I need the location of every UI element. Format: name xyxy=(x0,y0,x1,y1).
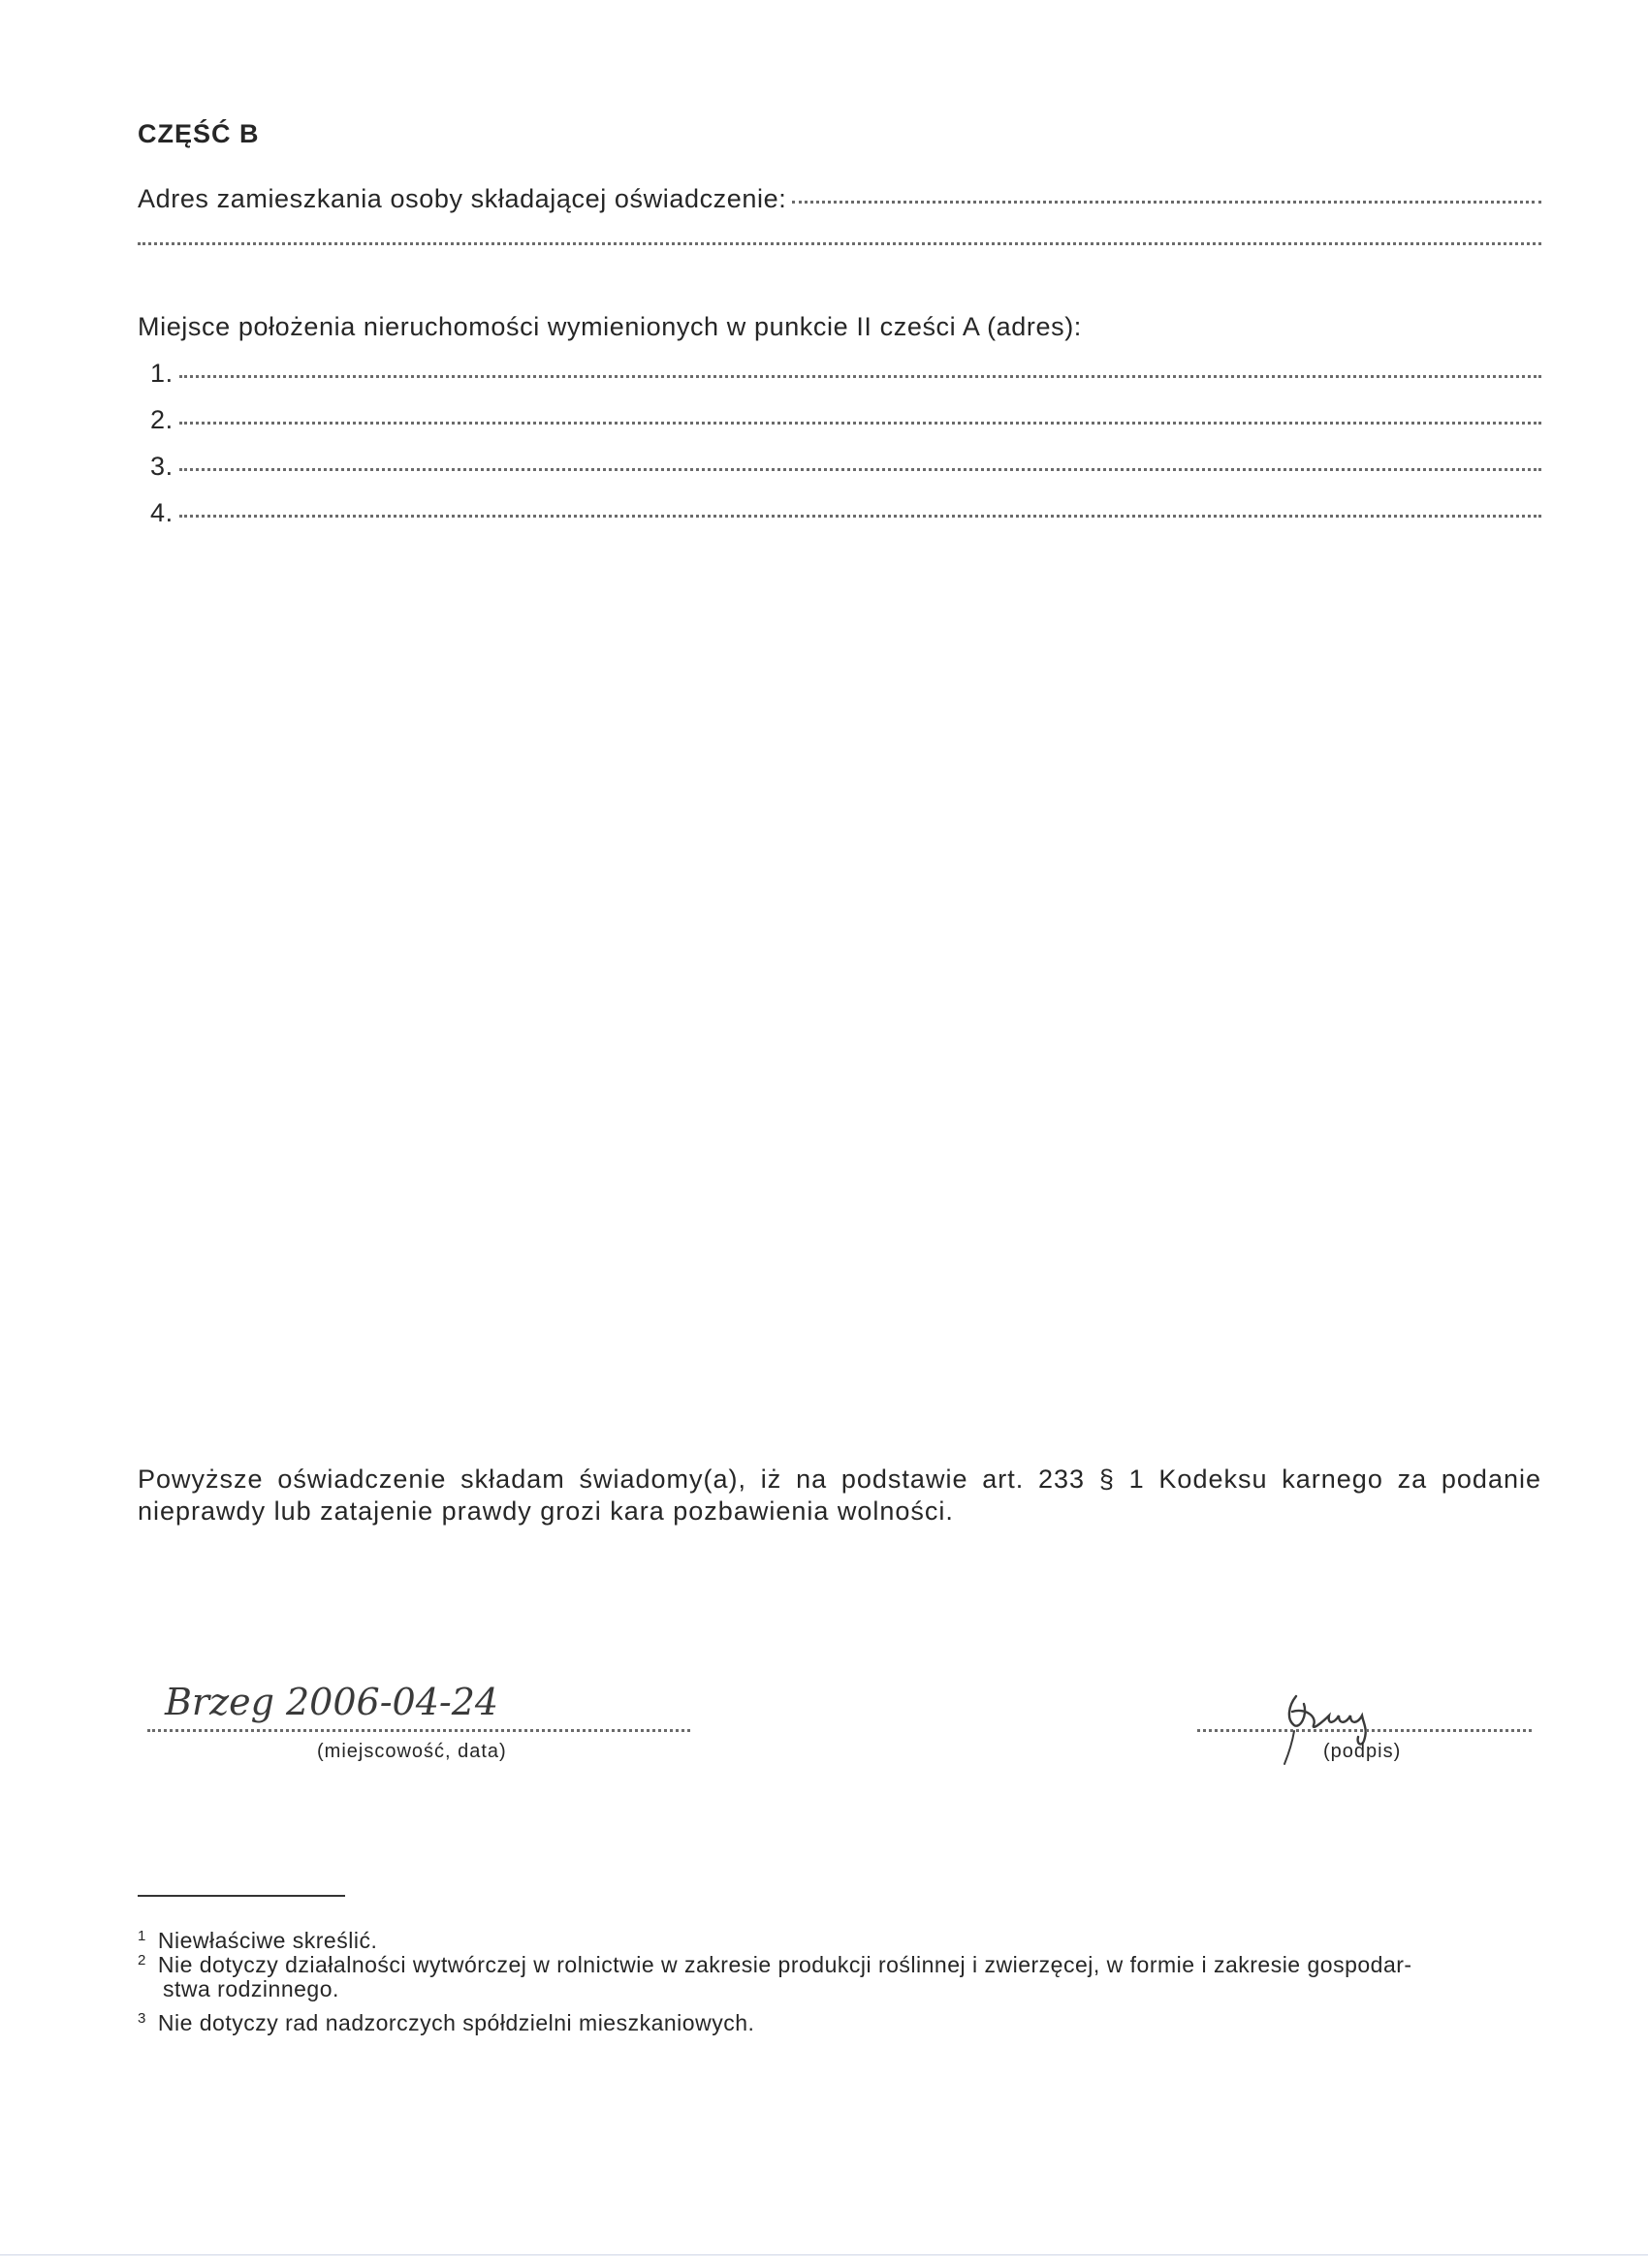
place-date-dotted-line xyxy=(147,1729,690,1732)
footnote-text: Niewłaściwe skreślić. xyxy=(157,1928,378,1953)
property-address-row-2 xyxy=(150,405,1541,435)
residence-address-continuation xyxy=(138,242,1541,262)
footnote-text: Nie dotyczy rad nadzorczych spółdzielni mieszkaniowych. xyxy=(157,2010,755,2035)
part-b-heading: CZĘŚĆ B xyxy=(138,119,260,148)
property-location-label: Miejsce położenia nieruchomości wymienionych w punkcie II cześci A (adres): xyxy=(138,312,1082,341)
residence-address-dotted-line-2 xyxy=(138,242,1541,245)
legal-statement: Powyższe oświadczenie składam świadomy(a), iż na podstawie art. 233 § 1 Kodeksu karnego za podanie nieprawdy lub zatajenie prawdy grozi kara pozbawienia wolności. xyxy=(138,1465,1541,1526)
property-item-number: 4. xyxy=(150,498,174,527)
property-dotted-line xyxy=(179,422,1541,425)
signature-dotted-line xyxy=(1197,1729,1532,1732)
signature-caption: (podpis) xyxy=(1323,1741,1402,1762)
footnote-2 xyxy=(138,1948,1541,2001)
property-address-row-1 xyxy=(150,359,1541,389)
property-address-row-3 xyxy=(150,452,1541,482)
property-item-number: 3. xyxy=(150,452,174,481)
property-item-number: 2. xyxy=(150,405,174,434)
footnote-number: 2 xyxy=(138,1952,146,1969)
signature-block xyxy=(1197,1686,1532,1774)
footnote-number: 3 xyxy=(138,2010,146,2027)
footnote-separator xyxy=(138,1895,345,1897)
footnote-text: Nie dotyczy działalności wytwórczej w rolnictwie w zakresie produkcji roślinnej i zwierzęcej, w formie i zakresie gospodar- xyxy=(157,1952,1412,1977)
property-dotted-line xyxy=(179,468,1541,471)
residence-address-label: Adres zamieszkania osoby składającej oświadczenie: xyxy=(138,184,787,213)
property-dotted-line xyxy=(179,375,1541,378)
footnote-number: 1 xyxy=(138,1928,146,1944)
residence-address-field xyxy=(138,184,1541,214)
property-address-row-4 xyxy=(150,498,1541,528)
footnote-3 xyxy=(138,2006,1541,2035)
place-date-caption: (miejscowość, data) xyxy=(317,1741,507,1762)
property-dotted-line xyxy=(179,515,1541,518)
residence-address-dotted-line xyxy=(792,201,1541,204)
place-date-block xyxy=(147,1681,690,1774)
scan-bottom-edge xyxy=(0,2254,1648,2255)
property-item-number: 1. xyxy=(150,359,174,388)
handwritten-place-date: Brzeg 2006-04-24 xyxy=(165,1681,499,1723)
footnote-continuation: stwa rodzinnego. xyxy=(163,1976,339,2001)
